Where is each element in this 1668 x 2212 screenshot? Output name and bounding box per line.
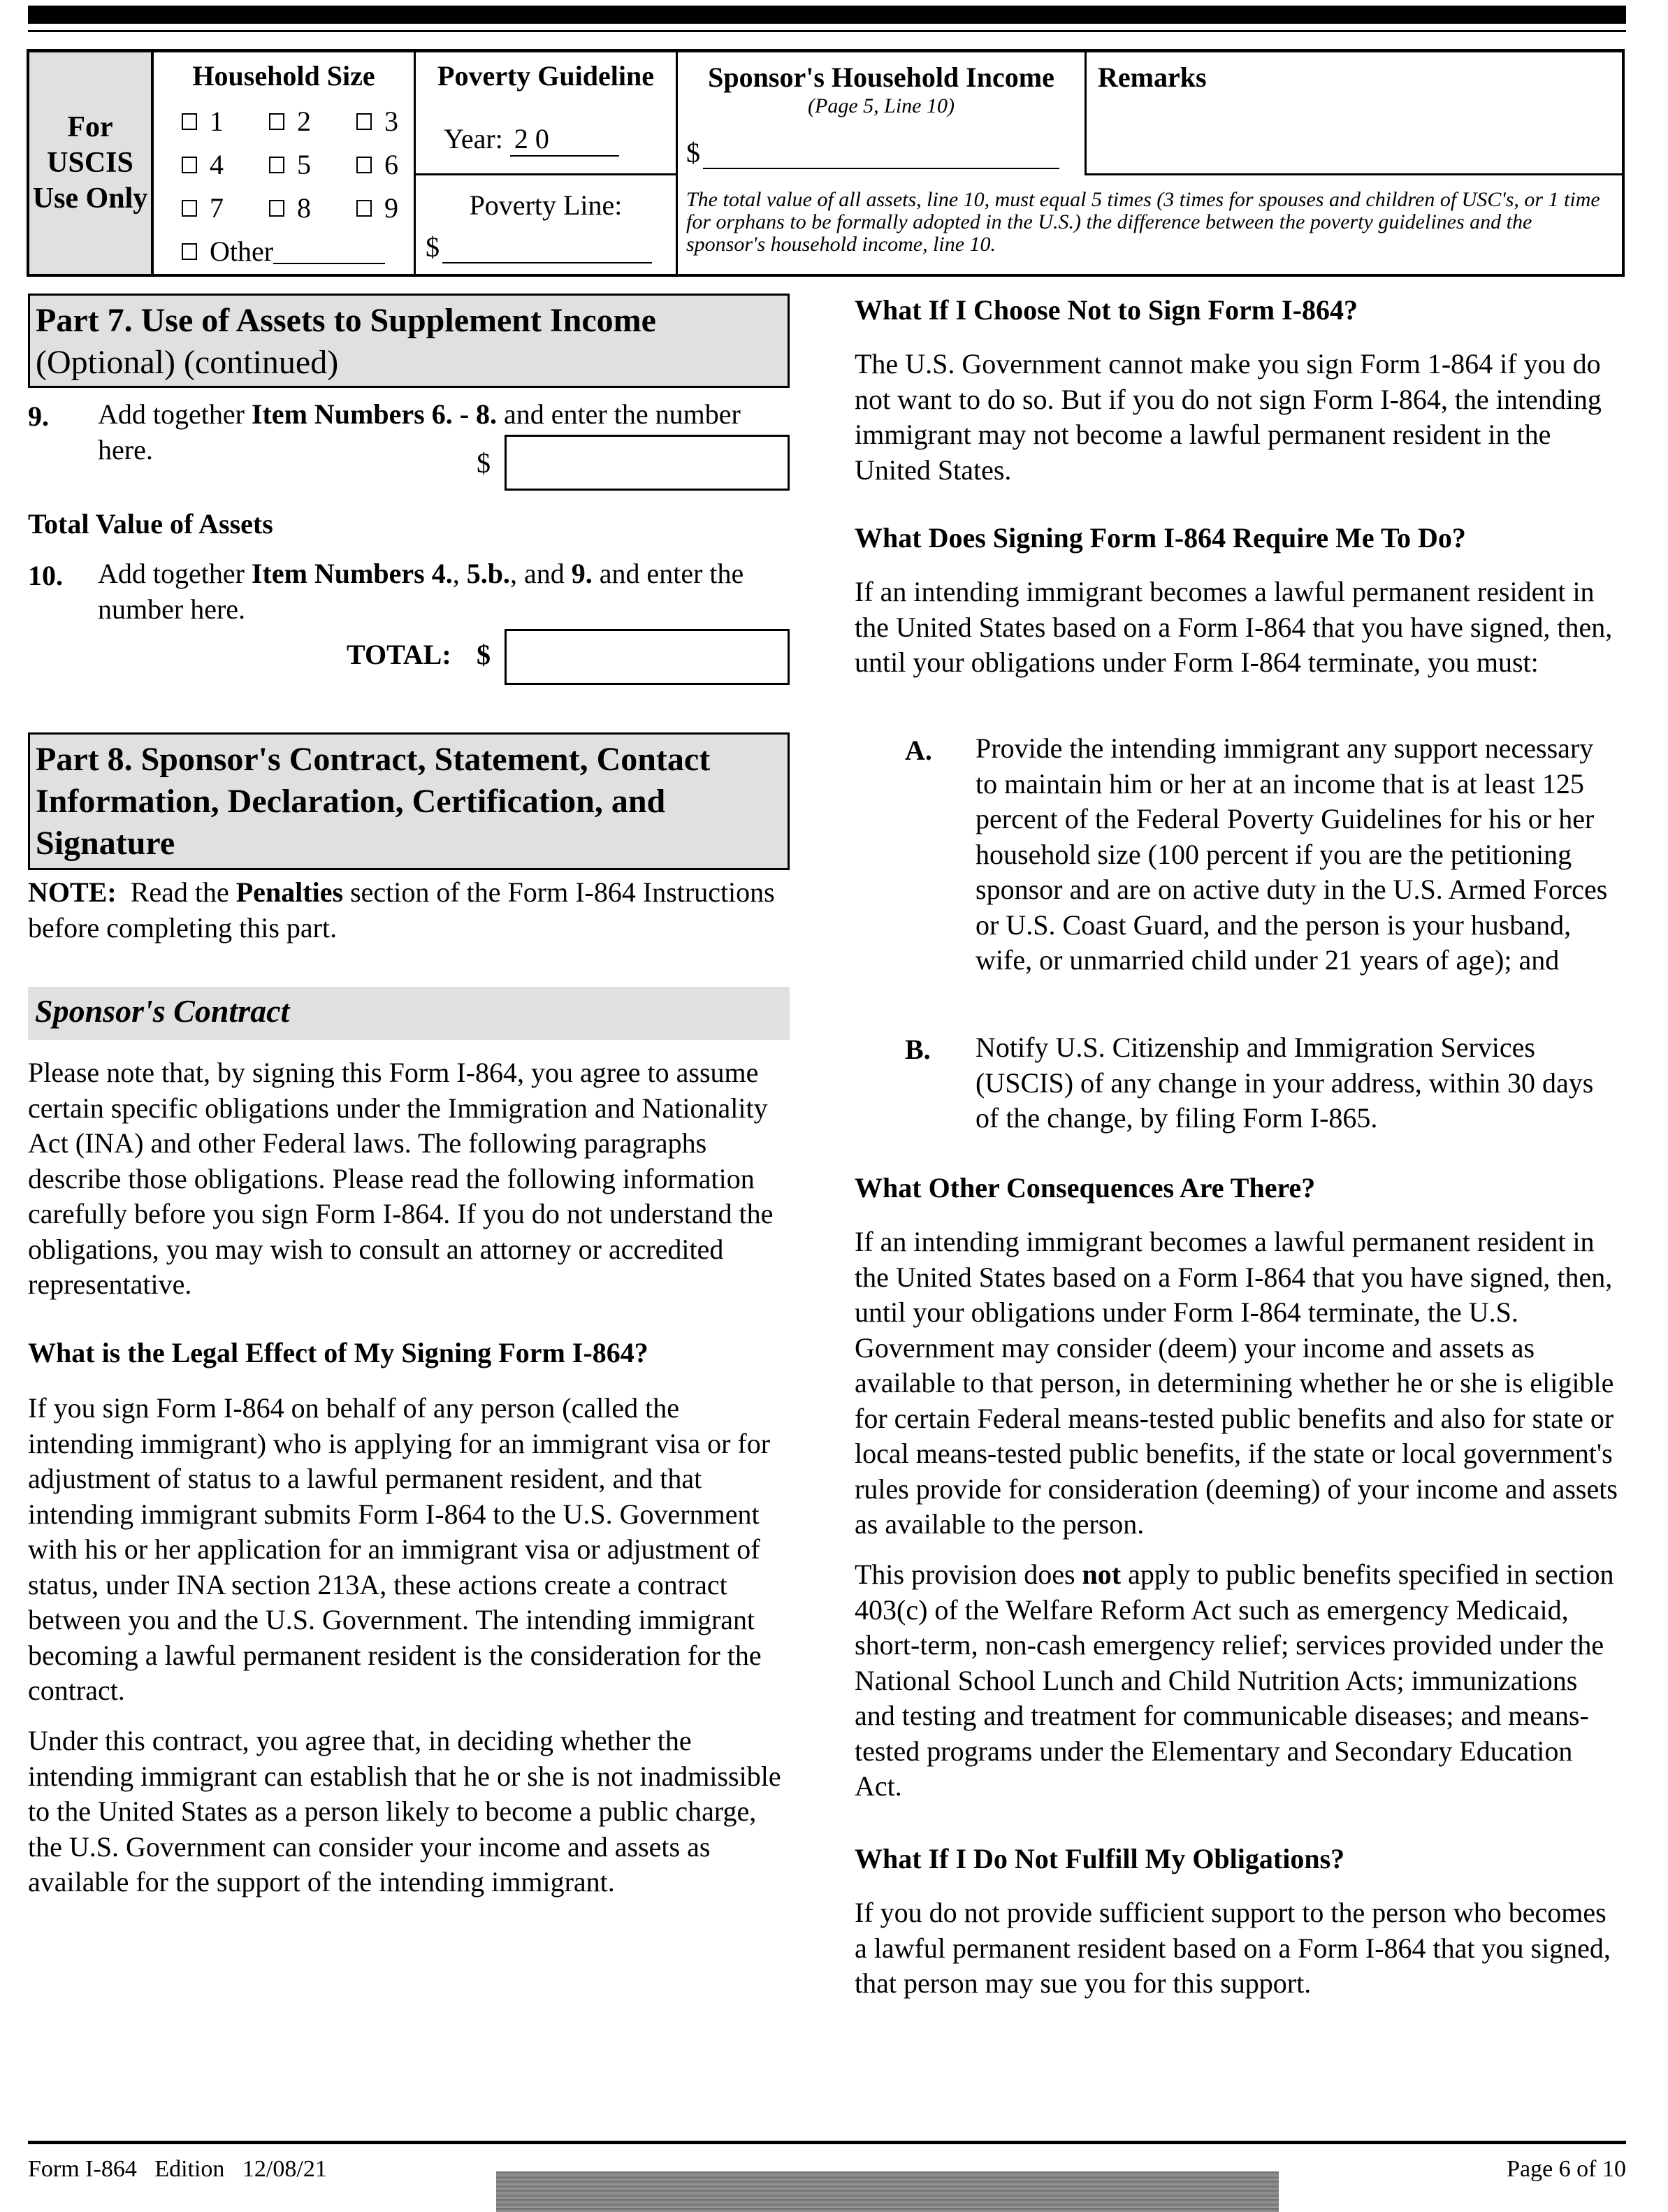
household-size-option-9[interactable]: 9: [356, 191, 398, 224]
fulfill-heading: What If I Do Not Fulfill My Obligations?: [855, 1843, 1345, 1874]
obligation-b-text: Notify U.S. Citizenship and Immigration Services (USCIS) of any change in your address, within 30 days of the change, by filing Form I-865.: [976, 1032, 1594, 1134]
legal-effect-paragraph-2: Under this contract, you agree that, in deciding whether the intending immigrant can establish that he or she is not inadmissible to the United States as a person likely to become a public charge, the U.S. Government can consider your income and assets as available for the support of the intending immigrant.: [28, 1725, 781, 1897]
part7-subtitle: (Optional) (continued): [36, 344, 339, 381]
checkbox-icon[interactable]: [182, 243, 197, 260]
checkbox-icon[interactable]: [269, 113, 284, 130]
obligation-a-text: Provide the intending immigrant any support necessary to maintain him or her at an income that is at least 125 percent of the Federal Poverty Guidelines for his or her household size (100 percent if you are the petitioning sponsor and are on active duty in the U.S. Armed Forces or U.S. Coast Guard, and the person is your husband, wife, or unmarried child under 21 years of age); and: [976, 732, 1608, 976]
form-edition: Form I-864 Edition 12/08/21: [28, 2156, 327, 2182]
other-size-field[interactable]: [273, 239, 385, 264]
household-size-option-8[interactable]: 8: [269, 191, 311, 224]
part7-header: [28, 294, 790, 388]
checkbox-icon[interactable]: [269, 157, 284, 173]
item-10-text: Add together Item Numbers 4., 5.b., and 9. and enter the number here.: [98, 558, 744, 625]
part8-note: NOTE: Read the Penalties section of the Form I-864 Instructions before completing this part.: [28, 876, 775, 944]
checkbox-icon[interactable]: [182, 113, 197, 130]
consequences-paragraph: If an intending immigrant becomes a lawful permanent resident in the United States based on a Form I-864 that you have signed, then, until your obligations under Form I-864 terminate, the U.S. Government may consider (deem) your income and assets as available to that person, in determining whether he or she is eligible for certain Federal means-tested public benefits and also for state or local means-tested public benefits, if the state or local government's rules provide for consideration (deeming) of your income and assets as available to the person.: [855, 1226, 1618, 1540]
sponsor-income-subtitle: (Page 5, Line 10): [808, 94, 955, 117]
not-sign-paragraph: The U.S. Government cannot make you sign Form 1-864 if you do not want to do so. But if you do not sign Form I-864, the intending immigrant may not become a lawful permanent resident in the United States.: [855, 348, 1602, 486]
remarks-title: Remarks: [1098, 62, 1207, 93]
household-size-cell: [154, 52, 416, 274]
fulfill-paragraph: If you do not provide sufficient support to the person who becomes a lawful permanent resident based on a Form I-864 that you signed, that person may sue you for this support.: [855, 1897, 1611, 1999]
checkbox-icon[interactable]: [269, 200, 284, 217]
item-9-number: 9.: [28, 400, 49, 432]
legal-effect-heading: What is the Legal Effect of My Signing Form I-864?: [28, 1337, 648, 1368]
barcode-image: [496, 2171, 1279, 2212]
header-divider: [28, 30, 1626, 32]
checkbox-icon[interactable]: [182, 157, 197, 173]
household-size-option-other[interactable]: Other: [182, 235, 385, 268]
household-size-option-2[interactable]: 2: [269, 105, 311, 138]
obligation-a-label: A.: [905, 735, 932, 766]
poverty-year-field: Year: 2 0: [444, 122, 619, 157]
total-value-heading: Total Value of Assets: [28, 508, 273, 540]
household-size-option-3[interactable]: 3: [356, 105, 398, 138]
poverty-guideline-cell: [416, 52, 678, 274]
consequences-heading: What Other Consequences Are There?: [855, 1172, 1316, 1203]
item-10-number: 10.: [28, 560, 63, 591]
sponsor-income-input[interactable]: [703, 140, 1059, 169]
obligation-b-label: B.: [905, 1034, 931, 1065]
provision-paragraph: This provision does not apply to public benefits specified in section 403(c) of the Welfare Reform Act such as emergency Medicaid, short-term, non-cash emergency relief; services provided under the National School Lunch and Child Nutrition Acts; immunizations and testing and treatment for communicable diseases; and means-tested programs under the Elementary and Secondary Education Act.: [855, 1559, 1614, 1802]
household-size-option-6[interactable]: 6: [356, 148, 398, 181]
poverty-line-field: $: [426, 231, 652, 263]
item-9-text: Add together Item Numbers 6. - 8. and enter the number here.: [98, 398, 741, 465]
legal-effect-paragraph-1: If you sign Form I-864 on behalf of any person (called the intending immigrant) who is applying for an immigrant visa or for adjustment of status to a lawful permanent resident, and that intending immigrant submits Form I-864 to the U.S. Government with his or her application for an immigrant visa or adjustment of status, under INA section 213A, these actions create a contract between you and the U.S. Government. The intending immigrant becoming a lawful permanent resident is the consideration for the contract.: [28, 1392, 771, 1706]
household-size-option-1[interactable]: 1: [182, 105, 224, 138]
poverty-line-label: Poverty Line:: [469, 189, 623, 221]
checkbox-icon[interactable]: [356, 113, 372, 130]
total-label: TOTAL:: [347, 639, 451, 670]
total-dollar: $: [477, 639, 491, 670]
poverty-line-input[interactable]: [442, 238, 652, 263]
sponsors-contract-header: Sponsor's Contract: [28, 987, 790, 1040]
item-9-input[interactable]: [505, 435, 790, 491]
assets-note: The total value of all assets, line 10, must equal 5 times (3 times for spouses and children of USC's, or 1 time for orphans to be formally adopted in the U.S.) the difference between the poverty guidelines and the sponsor's household income, line 10.: [686, 188, 1600, 256]
require-paragraph: If an intending immigrant becomes a lawful permanent resident in the United States based on a Form I-864 that you have signed, then, until your obligations under Form I-864 terminate, you must:: [855, 576, 1613, 678]
sponsor-income-cell: [678, 52, 1087, 175]
require-heading: What Does Signing Form I-864 Require Me To Do?: [855, 522, 1466, 554]
item-9-dollar: $: [477, 447, 491, 479]
uscis-use-only-label: For USCIS Use Only: [29, 52, 154, 274]
household-size-option-5[interactable]: 5: [269, 148, 311, 181]
header-bar: [28, 6, 1626, 24]
poverty-year-input[interactable]: 2 0: [510, 122, 619, 157]
footer-divider: [28, 2141, 1626, 2144]
checkbox-icon[interactable]: [356, 200, 372, 217]
household-size-option-7[interactable]: 7: [182, 191, 224, 224]
checkbox-icon[interactable]: [356, 157, 372, 173]
checkbox-icon[interactable]: [182, 200, 197, 217]
part7-title: Part 7. Use of Assets to Supplement Income: [36, 302, 656, 339]
poverty-guideline-title: Poverty Guideline: [437, 60, 654, 92]
total-assets-input[interactable]: [505, 629, 790, 685]
sponsor-income-field: $: [686, 136, 1059, 169]
contract-paragraph: Please note that, by signing this Form I-864, you agree to assume certain specific obligations under the Immigration and Nationality Act (INA) and other Federal laws. The following paragraphs describe those obligations. Please read the following information carefully before you sign Form I-864. If you do not understand the obligations, you may wish to consult an attorney or accredited representative.: [28, 1057, 774, 1300]
household-size-option-4[interactable]: 4: [182, 148, 224, 181]
not-sign-heading: What If I Choose Not to Sign Form I-864?: [855, 294, 1358, 326]
sponsor-income-title: Sponsor's Household Income: [708, 62, 1054, 93]
part8-header: Part 8. Sponsor's Contract, Statement, Contact Information, Declaration, Certification, and Signature: [28, 732, 790, 870]
cell-divider: [416, 173, 676, 175]
remarks-cell[interactable]: [1087, 52, 1622, 175]
page-number: Page 6 of 10: [1507, 2156, 1626, 2182]
uscis-use-only-box: [27, 49, 1625, 277]
household-size-title: Household Size: [192, 60, 375, 92]
